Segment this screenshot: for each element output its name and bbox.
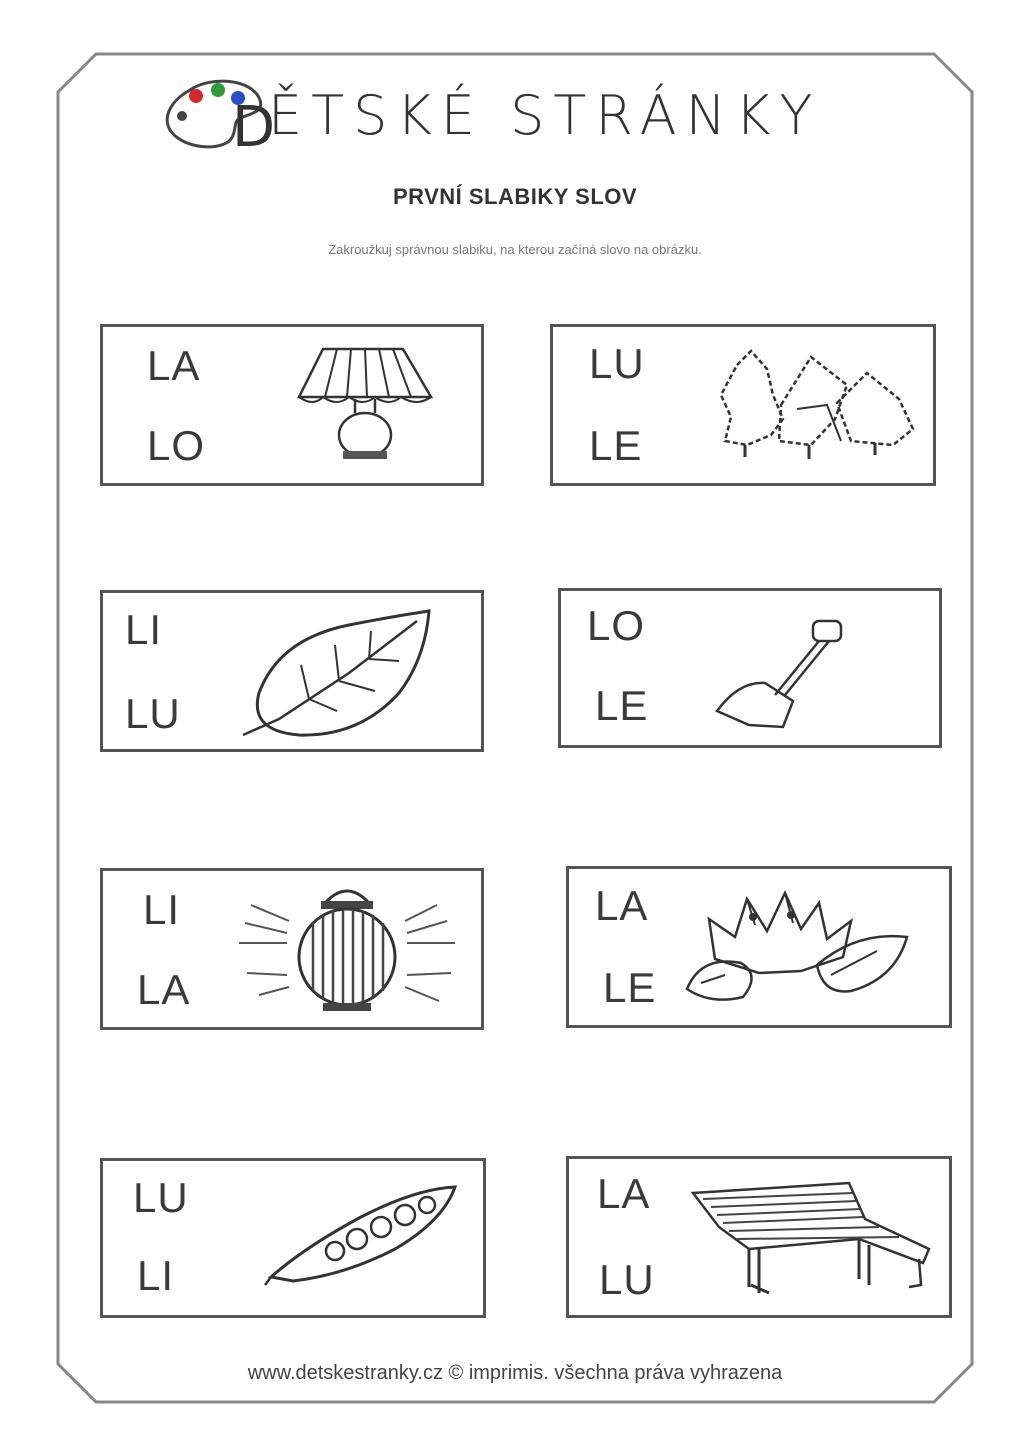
syllable-option[interactable]: LU — [133, 1174, 189, 1221]
syllable-option[interactable]: LA — [137, 966, 191, 1013]
forest-icon — [717, 345, 927, 469]
water-lily-icon — [681, 879, 913, 1019]
syllable-option[interactable]: LE — [589, 422, 643, 469]
syllable-option[interactable]: LA — [147, 342, 201, 389]
syllable-option[interactable]: LE — [603, 964, 657, 1011]
leaf-icon — [239, 603, 439, 749]
syllable-option[interactable]: LI — [143, 886, 181, 933]
exercise-card-shovel — [558, 588, 942, 748]
exercise-card-lantern — [100, 868, 484, 1030]
exercise-card-pea-pod — [100, 1158, 486, 1318]
lamp-icon — [293, 333, 443, 473]
syllable-option[interactable]: LE — [595, 682, 649, 729]
worksheet-title: PRVNÍ SLABIKY SLOV — [392, 184, 638, 209]
exercise-card-forest — [550, 324, 936, 486]
syllable-option[interactable]: LA — [595, 882, 649, 929]
bench-icon — [689, 1175, 939, 1307]
exercise-card-water-lily — [566, 866, 952, 1028]
lantern-icon — [229, 877, 459, 1023]
syllable-option[interactable]: LU — [125, 690, 181, 737]
copyright-footer: www.detskestranky.cz © imprimis. všechna práva vyhrazena — [247, 1362, 783, 1384]
syllable-option[interactable]: LU — [599, 1256, 655, 1303]
syllable-option[interactable]: LI — [125, 606, 163, 653]
exercise-card-leaf — [100, 590, 484, 752]
exercise-card-bench — [566, 1156, 952, 1318]
pea-pod-icon — [265, 1177, 465, 1297]
palette-logo-icon — [160, 72, 276, 160]
syllable-option[interactable]: LA — [597, 1170, 651, 1217]
exercise-card-lamp — [100, 324, 484, 486]
syllable-option[interactable]: LI — [137, 1252, 175, 1299]
shovel-icon — [709, 611, 859, 737]
worksheet-instruction: Zakroužkuj správnou slabiku, na kterou začíná slovo na obrázku. — [328, 242, 702, 257]
syllable-option[interactable]: LU — [589, 340, 645, 387]
brand-letter: D — [232, 95, 276, 160]
syllable-option[interactable]: LO — [147, 422, 206, 469]
syllable-option[interactable]: LO — [587, 602, 646, 649]
brand-name: ĚTSKÉ STRÁNKY — [268, 84, 822, 147]
